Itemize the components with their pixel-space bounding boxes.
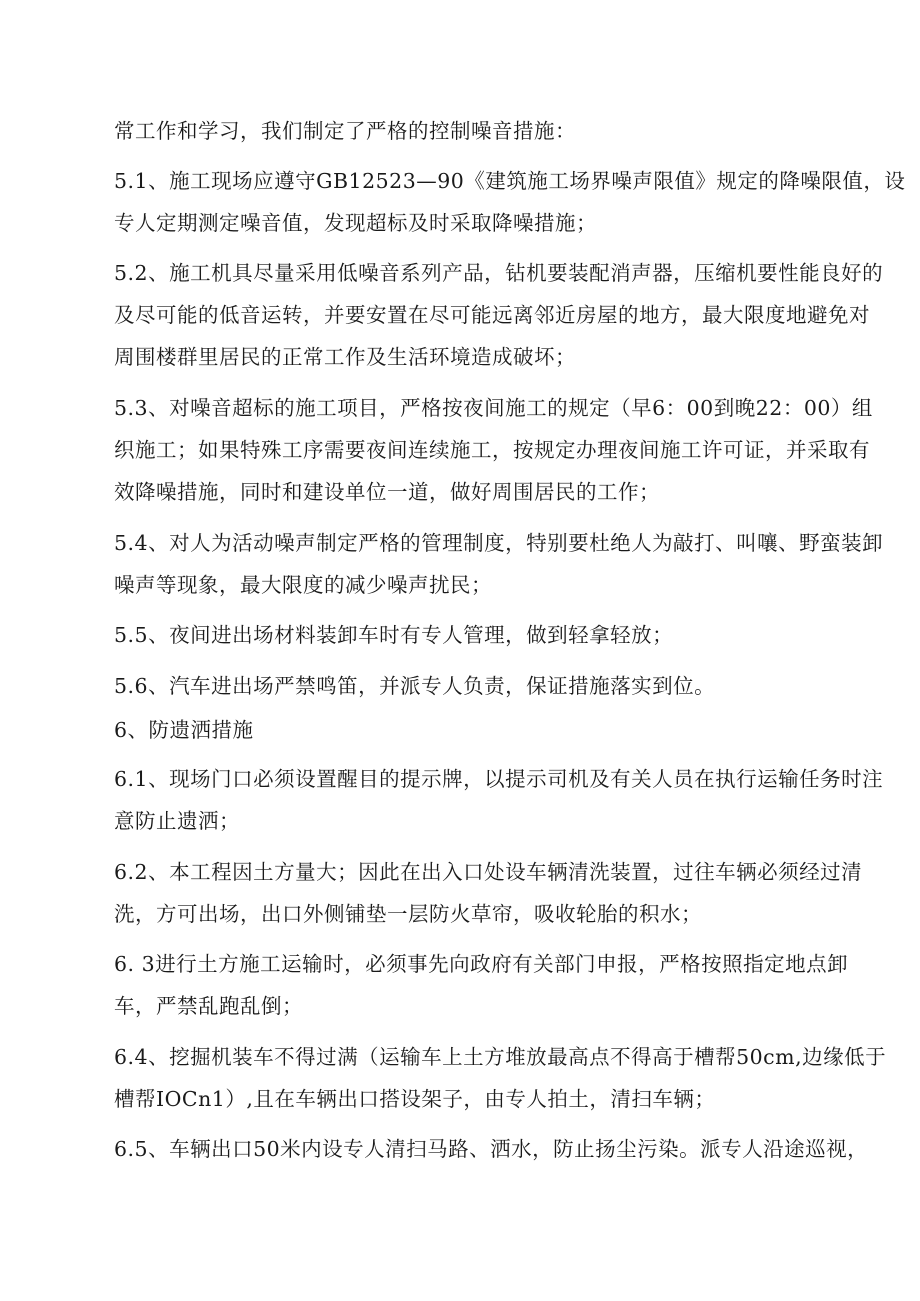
- text-line: 及尽可能的低音运转，并要安置在尽可能远离邻近房屋的地方，最大限度地避免对: [114, 303, 870, 327]
- text-line: 5.2、施工机具尽量采用低噪音系列产品，钻机要装配消声器，压缩机要性能良好的: [114, 261, 884, 285]
- text-line: 效降噪措施，同时和建设单位一道，做好周围居民的工作；: [114, 480, 660, 504]
- text-line: 意防止遗洒；: [114, 809, 240, 833]
- section-heading: 6、防遗洒措施: [114, 718, 254, 742]
- text-line: 6.2、本工程因土方量大；因此在出入口处设车辆清洗装置，过往车辆必须经过清: [114, 860, 863, 884]
- text-line: 槽帮IOCn1）,且在车辆出口搭设架子，由专人拍土，清扫车辆；: [114, 1087, 716, 1111]
- text-line: 洗，方可出场，出口外侧铺垫一层防火草帘，吸收轮胎的积水；: [114, 902, 702, 926]
- text-line: 6.1、现场门口必须设置醒目的提示牌，以提示司机及有关人员在执行运输任务时注: [114, 767, 884, 791]
- text-line: 周围楼群里居民的正常工作及生活环境造成破坏；: [114, 345, 576, 369]
- text-line: 专人定期测定噪音值，发现超标及时采取降噪措施；: [114, 211, 597, 235]
- text-line: 织施工；如果特殊工序需要夜间连续施工，按规定办理夜间施工许可证，并采取有: [114, 438, 870, 462]
- text-line: 6.5、车辆出口50米内设专人清扫马路、洒水，防止扬尘污染。派专人沿途巡视，: [114, 1137, 869, 1161]
- text-line: 5.3、对噪音超标的施工项目，严格按夜间施工的规定（早6：00到晚22：00）组: [114, 396, 873, 420]
- text-line: 5.5、夜间进出场材料装卸车时有专人管理，做到轻拿轻放；: [114, 623, 674, 647]
- text-line: 5.6、汽车进出场严禁鸣笛，并派专人负责，保证措施落实到位。: [114, 674, 716, 698]
- text-line: 噪声等现象，最大限度的减少噪声扰民；: [114, 573, 492, 597]
- text-line: 5.4、对人为活动噪声制定严格的管理制度，特别要杜绝人为敲打、叫嚷、野蛮装卸: [114, 531, 884, 555]
- text-line: 常工作和学习，我们制定了严格的控制噪音措施：: [114, 119, 576, 143]
- text-line: 6. 3进行土方施工运输时，必须事先向政府有关部门申报，严格按照指定地点卸: [114, 952, 849, 976]
- text-line: 5.1、施工现场应遵守GB12523—90《建筑施工场界噪声限值》规定的降噪限值，设: [114, 169, 906, 193]
- text-line: 6.4、挖掘机装车不得过满（运输车上土方堆放最高点不得高于槽帮50cm,边缘低于: [114, 1045, 887, 1069]
- text-line: 车，严禁乱跑乱倒；: [114, 994, 303, 1018]
